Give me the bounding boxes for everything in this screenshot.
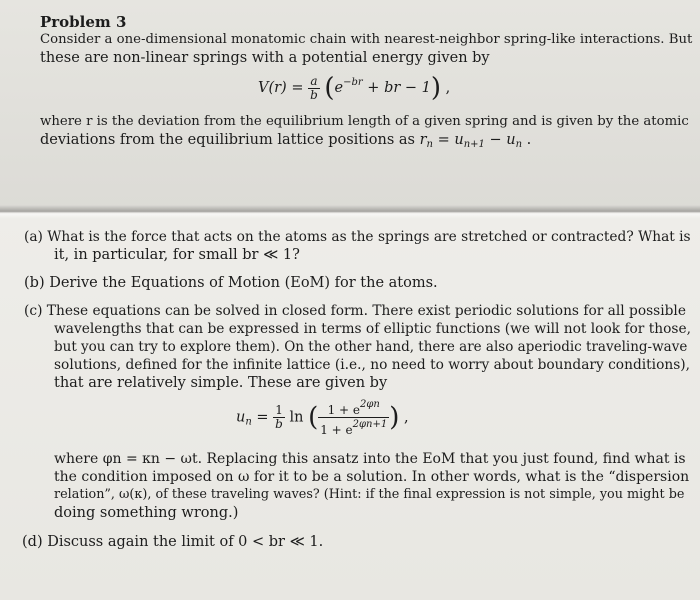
part-c-line-6: where φn = κn − ωt. Replacing this ansatz into the EoM that you just found, find what is <box>54 451 686 467</box>
exp-power: −br <box>343 77 363 88</box>
part-b-line-1: (b) Derive the Equations of Motion (EoM) for the atoms. <box>24 275 438 291</box>
equals-sign: = <box>251 409 274 426</box>
u-symbol: = u <box>432 132 464 148</box>
ln-argument-fraction <box>318 398 389 437</box>
u-subscript: n <box>245 416 252 428</box>
ln-operator: ln <box>289 409 304 426</box>
potential-equation <box>258 73 450 103</box>
part-a-line-1: (a) What is the force that acts on the atoms as the springs are stretched or contracted? What is <box>24 229 691 245</box>
potential-terms: + br − 1 <box>362 80 431 96</box>
fraction-denominator: b <box>310 87 318 102</box>
u-subscript-n1: n+1 <box>463 139 485 150</box>
part-c-line-4: solutions, defined for the infinite lattice (i.e., no need to worry about boundary conditions), <box>54 357 690 373</box>
intro-line-1: Consider a one-dimensional monatomic chain with nearest-neighbor spring-like interactions. But <box>40 32 693 47</box>
sentence-end: . <box>522 132 532 148</box>
problem-title: Problem 3 <box>40 13 127 31</box>
part-c-line-3: but you can try to explore them). On the other hand, there are also aperiodic traveling-wave <box>54 339 688 355</box>
part-d-line-1: (d) Discuss again the limit of 0 < br ≪ 1. <box>22 534 324 550</box>
part-c-line-5: that are relatively simple. These are given by <box>54 375 388 391</box>
one-over-b-fraction <box>273 404 285 431</box>
numerator-base: 1 + e <box>327 403 360 417</box>
ln-denominator <box>318 418 389 437</box>
equation-comma: , <box>441 80 451 96</box>
fraction-denominator: b <box>275 417 283 431</box>
close-paren: ) <box>389 402 400 433</box>
open-paren: ( <box>308 402 319 433</box>
where-line-1: where r is the deviation from the equilibrium length of a given spring and is given by the atomic <box>40 114 689 129</box>
fraction-numerator: a <box>308 75 320 89</box>
page-fold <box>0 205 700 219</box>
r-subscript: n <box>426 139 433 150</box>
equation-comma: , <box>399 409 409 426</box>
r-symbol: r <box>419 132 427 148</box>
part-c-line-2: wavelengths that can be expressed in terms of elliptic functions (we will not look for those, <box>54 321 691 337</box>
where-line-2 <box>40 131 531 154</box>
intro-line-2: these are non-linear springs with a potential energy given by <box>40 50 490 66</box>
exp-base: e <box>334 80 344 96</box>
potential-lhs: V(r) = <box>258 80 309 96</box>
part-a-line-2: it, in particular, for small br ≪ 1? <box>54 247 300 263</box>
u-subscript-n: n <box>515 139 523 150</box>
denominator-base: 1 + e <box>320 423 353 437</box>
close-paren: ) <box>430 73 442 103</box>
u-minus: − u <box>484 132 516 148</box>
numerator-exponent: 2φn <box>360 399 380 410</box>
part-c-line-9: doing something wrong.) <box>54 505 239 521</box>
part-c-line-1: (c) These equations can be solved in closed form. There exist periodic solutions for all possible <box>24 303 686 319</box>
fraction-numerator: 1 <box>273 404 285 418</box>
denominator-exponent: 2φn+1 <box>352 419 388 430</box>
ln-numerator <box>318 398 389 418</box>
u-symbol: u <box>236 409 246 426</box>
open-paren: ( <box>324 73 335 103</box>
potential-fraction <box>308 75 320 102</box>
part-c-line-7: the condition imposed on ω for it to be a solution. In other words, what is the “dispersion <box>54 469 690 485</box>
part-c-line-8: relation”, ω(κ), of these traveling waves? (Hint: if the final expression is not simple, you might be <box>54 487 685 502</box>
wave-equation <box>236 398 409 437</box>
where-line-2-text: deviations from the equilibrium lattice positions as <box>40 132 420 148</box>
